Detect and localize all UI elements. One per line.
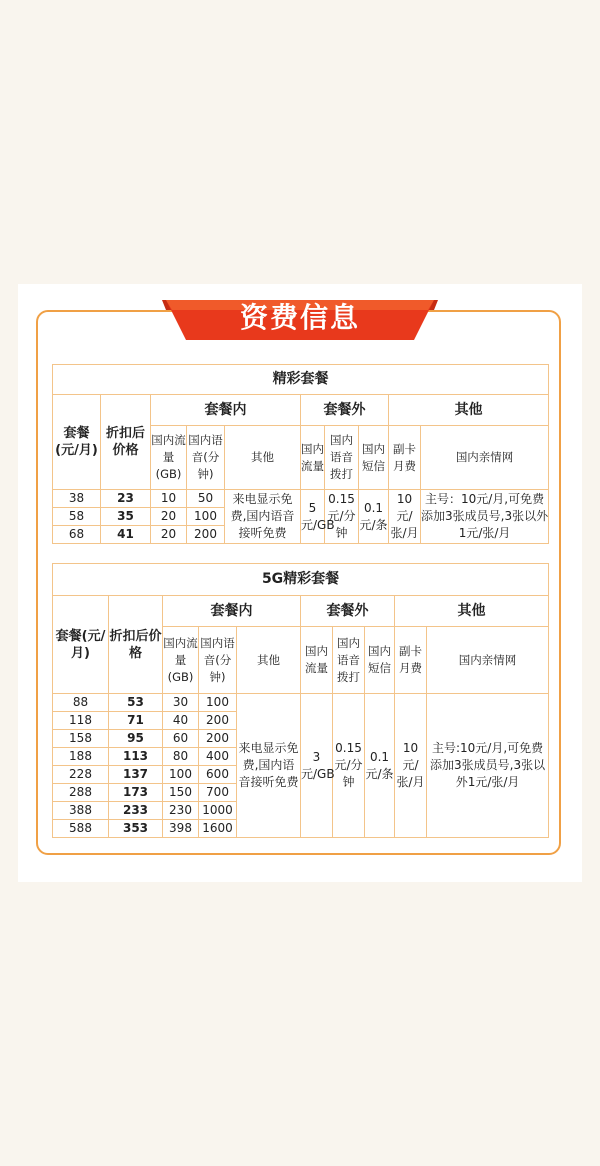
header-discount: 折扣后价格 xyxy=(101,395,151,490)
header-sub-card: 副卡月费 xyxy=(389,426,421,490)
header-plan: 套餐(元/月) xyxy=(53,596,109,694)
section-title: 精彩套餐 xyxy=(53,365,549,395)
cell-price: 35 xyxy=(101,508,151,526)
cell-out-data: 5元/GB xyxy=(301,490,325,544)
cell-data: 20 xyxy=(151,526,187,544)
cell-sub-card: 10元/张/月 xyxy=(395,694,427,838)
cell-plan: 68 xyxy=(53,526,101,544)
cell-data: 230 xyxy=(163,802,199,820)
cell-family: 主号：10元/月,可免费添加3张成员号,3张以外1元/张/月 xyxy=(421,490,549,544)
header-voice-min: 国内语音(分钟) xyxy=(199,627,237,694)
cell-plan: 228 xyxy=(53,766,109,784)
cell-price: 173 xyxy=(109,784,163,802)
cell-plan: 38 xyxy=(53,490,101,508)
plan-table-basic xyxy=(52,364,549,544)
header-out-plan: 套餐外 xyxy=(301,596,395,627)
cell-price: 41 xyxy=(101,526,151,544)
cell-price: 53 xyxy=(109,694,163,712)
title-banner xyxy=(162,296,438,342)
cell-plan: 288 xyxy=(53,784,109,802)
cell-data: 20 xyxy=(151,508,187,526)
cell-plan: 188 xyxy=(53,748,109,766)
cell-data: 80 xyxy=(163,748,199,766)
header-out-data: 国内流量 xyxy=(301,426,325,490)
cell-price: 137 xyxy=(109,766,163,784)
cell-plan: 588 xyxy=(53,820,109,838)
cell-plan: 158 xyxy=(53,730,109,748)
cell-data: 10 xyxy=(151,490,187,508)
cell-other: 来电显示免费,国内语音接听免费 xyxy=(225,490,301,544)
cell-out-data: 3元/GB xyxy=(301,694,333,838)
cell-voice: 100 xyxy=(199,694,237,712)
cell-other: 来电显示免费,国内语音接听免费 xyxy=(237,694,301,838)
cell-voice: 1000 xyxy=(199,802,237,820)
cell-price: 113 xyxy=(109,748,163,766)
cell-plan: 388 xyxy=(53,802,109,820)
header-data-gb: 国内流量(GB) xyxy=(151,426,187,490)
cell-price: 23 xyxy=(101,490,151,508)
cell-data: 398 xyxy=(163,820,199,838)
header-out-sms: 国内短信 xyxy=(365,627,395,694)
cell-data: 30 xyxy=(163,694,199,712)
cell-price: 353 xyxy=(109,820,163,838)
cell-data: 60 xyxy=(163,730,199,748)
header-out-plan: 套餐外 xyxy=(301,395,389,426)
header-plan: 套餐(元/月) xyxy=(53,395,101,490)
cell-price: 233 xyxy=(109,802,163,820)
header-family: 国内亲情网 xyxy=(427,627,549,694)
cell-voice: 200 xyxy=(187,526,225,544)
table-row xyxy=(53,694,549,712)
cell-family: 主号:10元/月,可免费添加3张成员号,3张以外1元/张/月 xyxy=(427,694,549,838)
cell-voice: 1600 xyxy=(199,820,237,838)
plan-table-5g xyxy=(52,563,549,838)
cell-voice: 600 xyxy=(199,766,237,784)
cell-price: 71 xyxy=(109,712,163,730)
cell-data: 150 xyxy=(163,784,199,802)
cell-plan: 88 xyxy=(53,694,109,712)
header-discount: 折扣后价格 xyxy=(109,596,163,694)
cell-plan: 58 xyxy=(53,508,101,526)
header-in-plan: 套餐内 xyxy=(151,395,301,426)
cell-voice: 700 xyxy=(199,784,237,802)
header-other-group: 其他 xyxy=(395,596,549,627)
section-title: 5G精彩套餐 xyxy=(53,564,549,596)
cell-plan: 118 xyxy=(53,712,109,730)
cell-data: 40 xyxy=(163,712,199,730)
header-out-voice: 国内语音拨打 xyxy=(333,627,365,694)
cell-voice: 200 xyxy=(199,712,237,730)
header-out-voice: 国内语音拨打 xyxy=(325,426,359,490)
cell-voice: 50 xyxy=(187,490,225,508)
cell-price: 95 xyxy=(109,730,163,748)
header-sub-card: 副卡月费 xyxy=(395,627,427,694)
header-family: 国内亲情网 xyxy=(421,426,549,490)
cell-voice: 100 xyxy=(187,508,225,526)
header-out-data: 国内流量 xyxy=(301,627,333,694)
header-in-plan: 套餐内 xyxy=(163,596,301,627)
cell-voice: 400 xyxy=(199,748,237,766)
cell-out-sms: 0.1元/条 xyxy=(359,490,389,544)
header-data-gb: 国内流量(GB) xyxy=(163,627,199,694)
cell-out-voice: 0.15元/分钟 xyxy=(333,694,365,838)
header-voice-min: 国内语音(分钟) xyxy=(187,426,225,490)
cell-out-sms: 0.1元/条 xyxy=(365,694,395,838)
cell-sub-card: 10元/张/月 xyxy=(389,490,421,544)
header-other: 其他 xyxy=(225,426,301,490)
cell-out-voice: 0.15元/分钟 xyxy=(325,490,359,544)
cell-data: 100 xyxy=(163,766,199,784)
page-title: 资费信息 xyxy=(239,301,360,334)
table-row xyxy=(53,490,549,508)
header-other: 其他 xyxy=(237,627,301,694)
header-other-group: 其他 xyxy=(389,395,549,426)
cell-voice: 200 xyxy=(199,730,237,748)
header-out-sms: 国内短信 xyxy=(359,426,389,490)
